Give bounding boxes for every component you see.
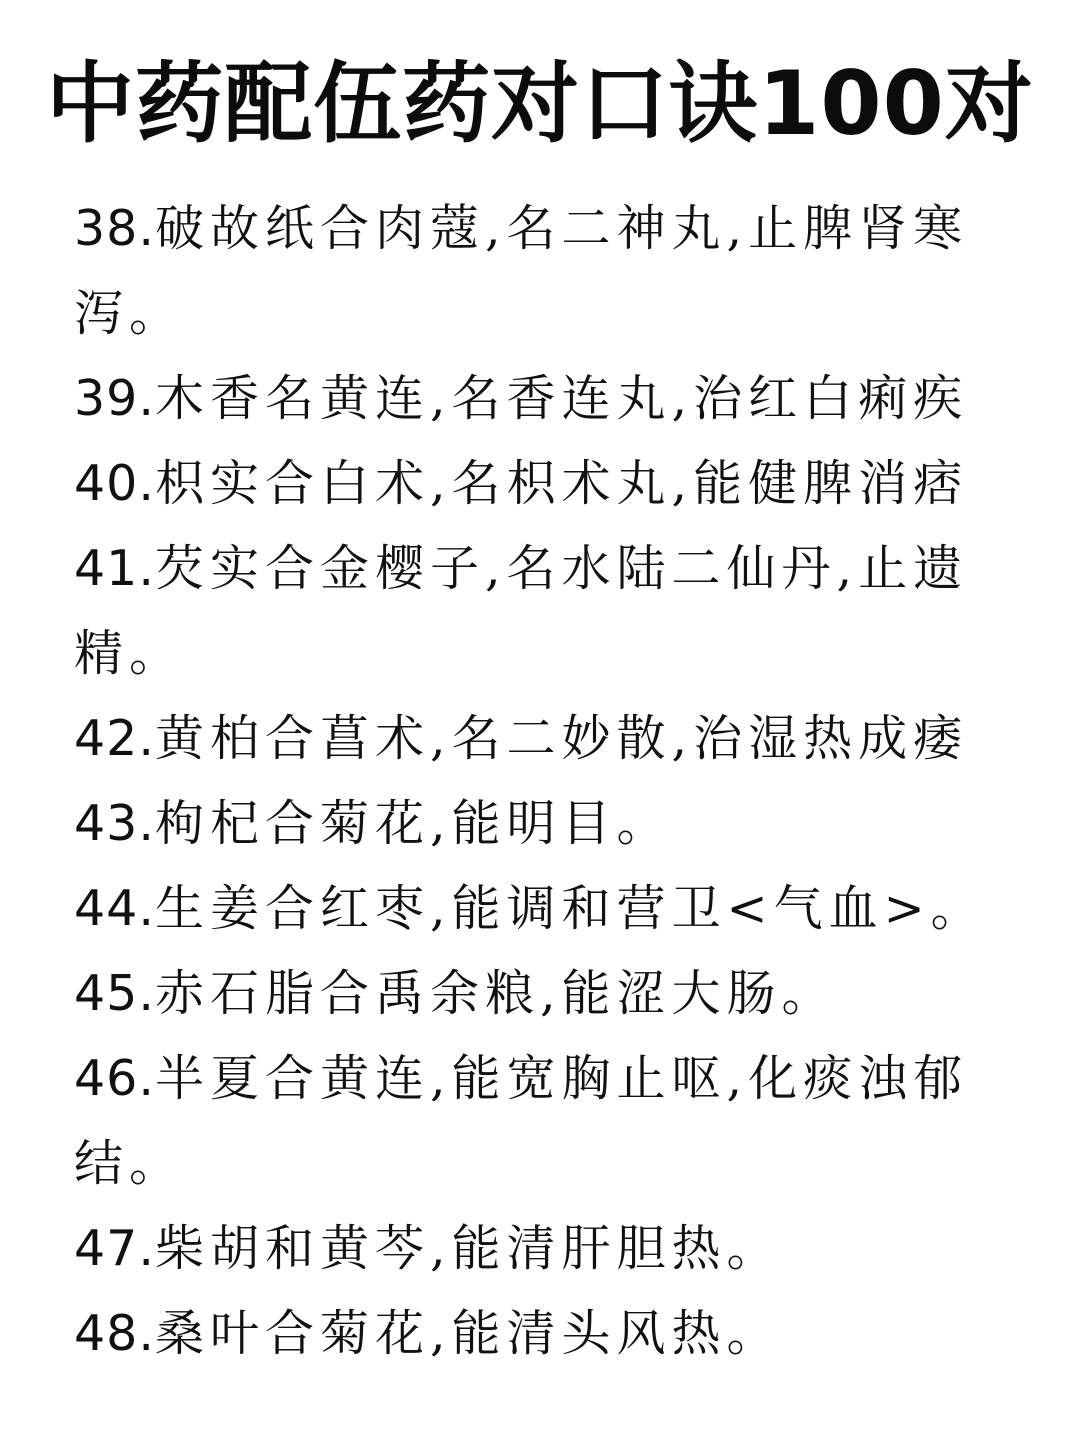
list-item [74,696,1034,781]
item-text: 木香名黄连,名香连丸,治红白痢疾 [154,370,969,427]
item-number: 46. [74,1050,155,1107]
item-number: 45. [74,965,155,1022]
item-text: 桑叶合菊花,能清头风热。 [154,1305,782,1362]
list-item [74,1206,1034,1291]
page-title: 中药配伍药对口诀100对 [46,52,1034,155]
item-text: 半夏合黄连,能宽胸止呕,化痰浊郁结。 [74,1050,969,1192]
item-text: 黄柏合菖术,名二妙散,治湿热成痿 [154,710,969,767]
item-number: 43. [74,795,155,852]
list-item [74,1291,1034,1376]
item-number: 42. [74,710,155,767]
list-item [74,951,1034,1036]
list-item [74,526,1034,696]
item-text: 枸杞合菊花,能明目。 [154,795,672,852]
item-text: 生姜合红枣,能调和营卫<气血>。 [154,880,986,937]
list-item [74,781,1034,866]
list-item [74,441,1034,526]
item-text: 破故纸合肉蔻,名二神丸,止脾肾寒泻。 [74,200,969,342]
item-number: 41. [74,540,155,597]
list-item [74,356,1034,441]
item-text: 赤石脂合禹余粮,能涩大肠。 [154,965,837,1022]
item-number: 40. [74,455,155,512]
item-number: 39. [74,370,155,427]
formula-list [74,186,1034,1376]
item-text: 芡实合金樱子,名水陆二仙丹,止遗精。 [74,540,969,682]
item-number: 48. [74,1305,155,1362]
item-text: 柴胡和黄芩,能清肝胆热。 [154,1220,782,1277]
list-item [74,1036,1034,1206]
list-item [74,186,1034,356]
list-item [74,866,1034,951]
item-text: 枳实合白术,名枳术丸,能健脾消痞 [154,455,969,512]
item-number: 47. [74,1220,155,1277]
item-number: 38. [74,200,155,257]
item-number: 44. [74,880,155,937]
